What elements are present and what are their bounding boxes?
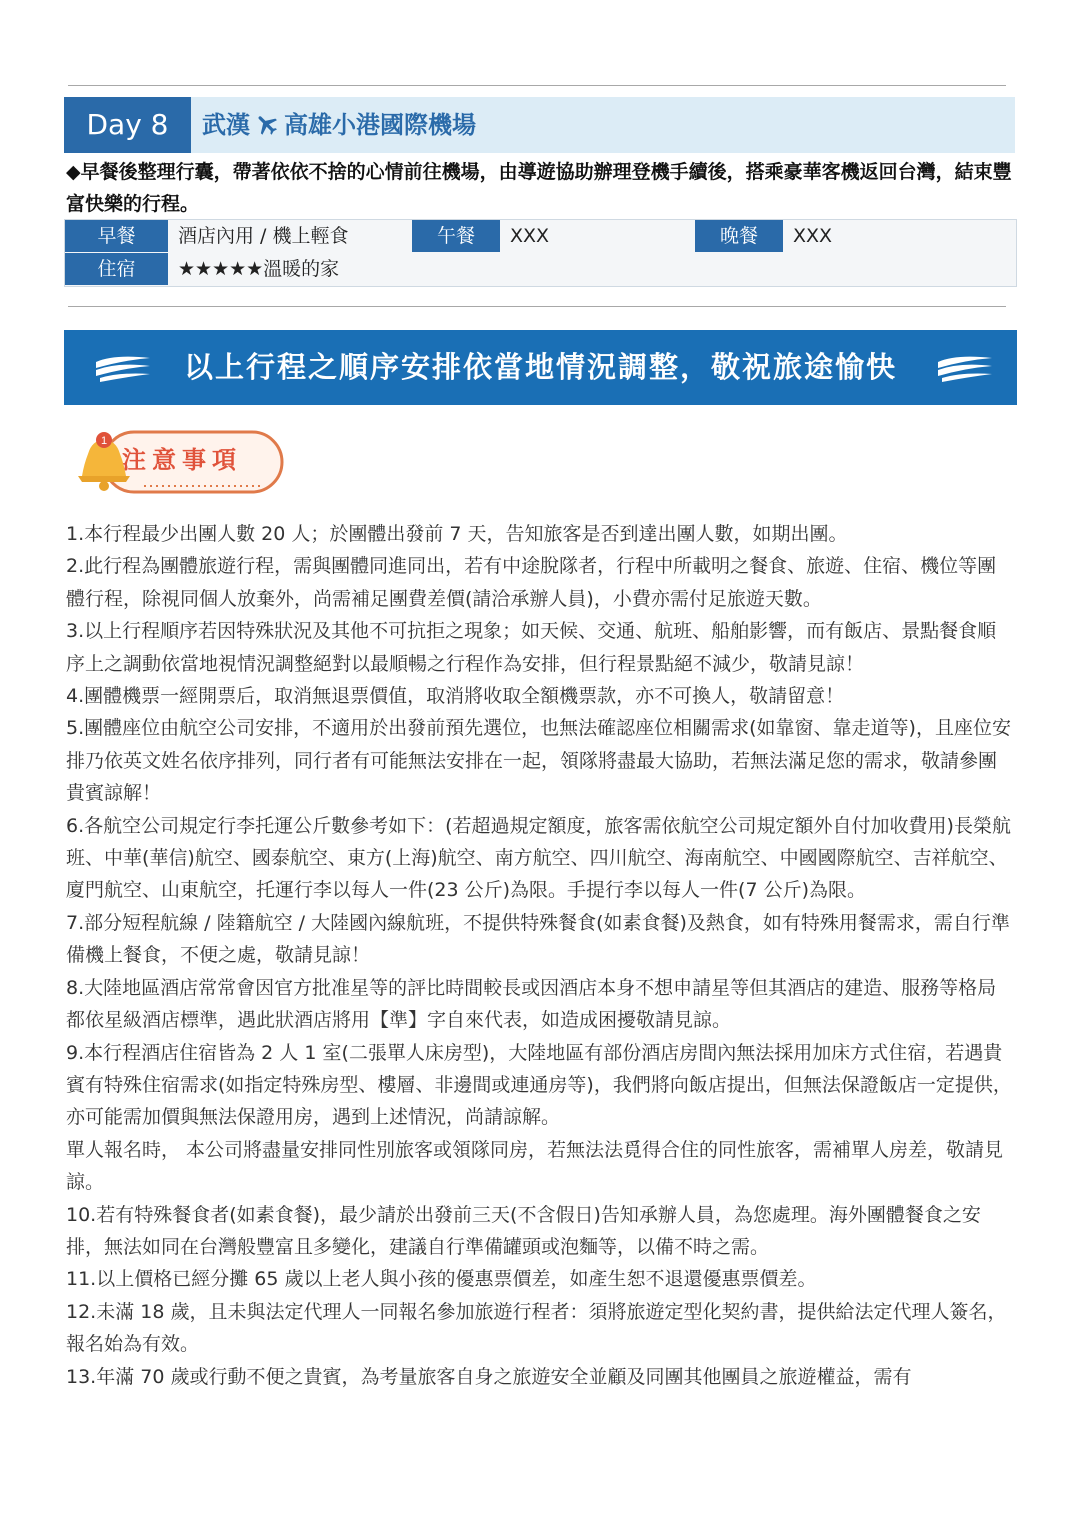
notice-list xyxy=(66,518,1012,1393)
meal-table xyxy=(64,219,1017,287)
svg-text:1: 1 xyxy=(100,435,108,447)
notice-item: 6.各航空公司規定行李托運公斤數參考如下：(若超過規定額度，旅客需依航空公司規定額外自付加收費用)長榮航班、中華(華信)航空、國泰航空、東方(上海)航空、南方航空、四川航空、海南航空、中國國際航空、吉祥航空、廈門航空、山東航空，托運行李以每人一件(23 公斤)為限。手提行李以每人一件(7 公斤)為限。 xyxy=(66,814,1011,902)
day-badge: Day 8 xyxy=(64,97,191,153)
lunch-label: 午餐 xyxy=(412,220,500,252)
middle-divider xyxy=(68,306,1006,307)
route-from: 武漢 xyxy=(202,111,250,139)
notice-item: 9.本行程酒店住宿皆為 2 人 1 室(二張單人床房型)，大陸地區有部份酒店房間內無法採用加床方式住宿，若遇貴賓有特殊住宿需求(如指定特殊房型、樓層、非邊間或連通房等)，我們將向飯店提出，但無法保證飯店一定提供，亦可能需加價與無法保證用房，遇到上述情況，尚請諒解。 xyxy=(66,1041,1012,1129)
closing-banner xyxy=(64,330,1017,405)
dinner-label: 晚餐 xyxy=(695,220,783,252)
top-divider xyxy=(68,85,1006,86)
day-header xyxy=(64,97,1015,153)
day-route xyxy=(202,97,476,153)
notice-item: 13.年滿 70 歲或行動不便之貴賓，為考量旅客自身之旅遊安全並顧及同團其他團員之旅遊權益，需有 xyxy=(66,1365,912,1388)
plane-icon xyxy=(253,111,281,137)
notice-item: 5.團體座位由航空公司安排，不適用於出發前預先選位，也無法確認座位相關需求(如靠窗、靠走道等)，且座位安排乃依英文姓名依序排列，同行者有可能無法安排在一起，領隊將盡最大協助，若無法滿足您的需求，敬請參團貴賓諒解！ xyxy=(66,717,1011,805)
notice-item: 11.以上價格已經分攤 65 歲以上老人與小孩的優惠票價差，如產生恕不退還優惠票價差。 xyxy=(66,1268,817,1291)
notice-item: 3.以上行程順序若因特殊狀況及其他不可抗拒之現象；如天候、交通、航班、船舶影響，而有飯店、景點餐食順序上之調動依當地視情況調整絕對以最順暢之行程作為安排，但行程景點絕不減少，敬請見諒！ xyxy=(66,620,997,675)
notice-title: 注意事項 xyxy=(122,446,242,474)
lodging-label: 住宿 xyxy=(65,253,168,285)
banner-text: 以上行程之順序安排依當地情況調整，敬祝旅途愉快 xyxy=(183,350,897,384)
notice-item: 單人報名時， 本公司將盡量安排同性別旅客或領隊同房，若無法法覓得合住的同性旅客，需補單人房差，敬請見諒。 xyxy=(66,1138,1004,1194)
notice-item: 7.部分短程航線 / 陸籍航空 / 大陸國內線航班，不提供特殊餐食(如素食餐)及熱食，如有特殊用餐需求，需自行準備機上餐食，不便之處，敬請見諒！ xyxy=(66,911,1010,967)
notice-item: 8.大陸地區酒店常常會因官方批准星等的評比時間較長或因酒店本身不想申請星等但其酒店的建造、服務等格局都依星級酒店標準，遇此狀酒店將用【準】字自來代表，如造成困擾敬請見諒。 xyxy=(66,976,997,1032)
notice-item: 4.團體機票一經開票后，取消無退票價值，取消將收取全額機票款，亦不可換人，敬請留意！ xyxy=(66,685,845,708)
notice-item: 1.本行程最少出團人數 20 人；於團體出發前 7 天，告知旅客是否到達出團人數，如期出團。 xyxy=(66,523,848,545)
breakfast-value: 酒店內用 / 機上輕食 xyxy=(178,225,349,247)
dinner-value: XXX xyxy=(793,225,833,247)
notice-item: 12.未滿 18 歲，且未與法定代理人一同報名參加旅遊行程者：須將旅遊定型化契約書，提供給法定代理人簽名，報名始為有效。 xyxy=(66,1300,1007,1356)
lodging-value: ★★★★★溫暖的家 xyxy=(178,258,340,280)
breakfast-label: 早餐 xyxy=(65,220,168,252)
day-description: ◆早餐後整理行囊，帶著依依不捨的心情前往機場，由導遊協助辦理登機手續後，搭乘豪華客機返回台灣，結束豐富快樂的行程。 xyxy=(66,161,1012,215)
wave-logo-icon xyxy=(936,354,994,382)
route-to: 高雄小港國際機場 xyxy=(284,111,476,139)
notice-item: 2.此行程為團體旅遊行程，需與團體同進同出，若有中途脫隊者，行程中所載明之餐食、旅遊、住宿、機位等團體行程，除視同個人放棄外，尚需補足團費差價(請洽承辦人員)，小費亦需付足旅遊天數。 xyxy=(66,555,997,610)
notice-item: 10.若有特殊餐食者(如素食餐)，最少請於出發前三天(不含假日)告知承辦人員，為您處理。海外團體餐食之安排，無法如同在台灣般豐富且多變化，建議自行準備罐頭或泡麵等，以備不時之需。 xyxy=(66,1203,981,1258)
lunch-value: XXX xyxy=(510,225,550,247)
